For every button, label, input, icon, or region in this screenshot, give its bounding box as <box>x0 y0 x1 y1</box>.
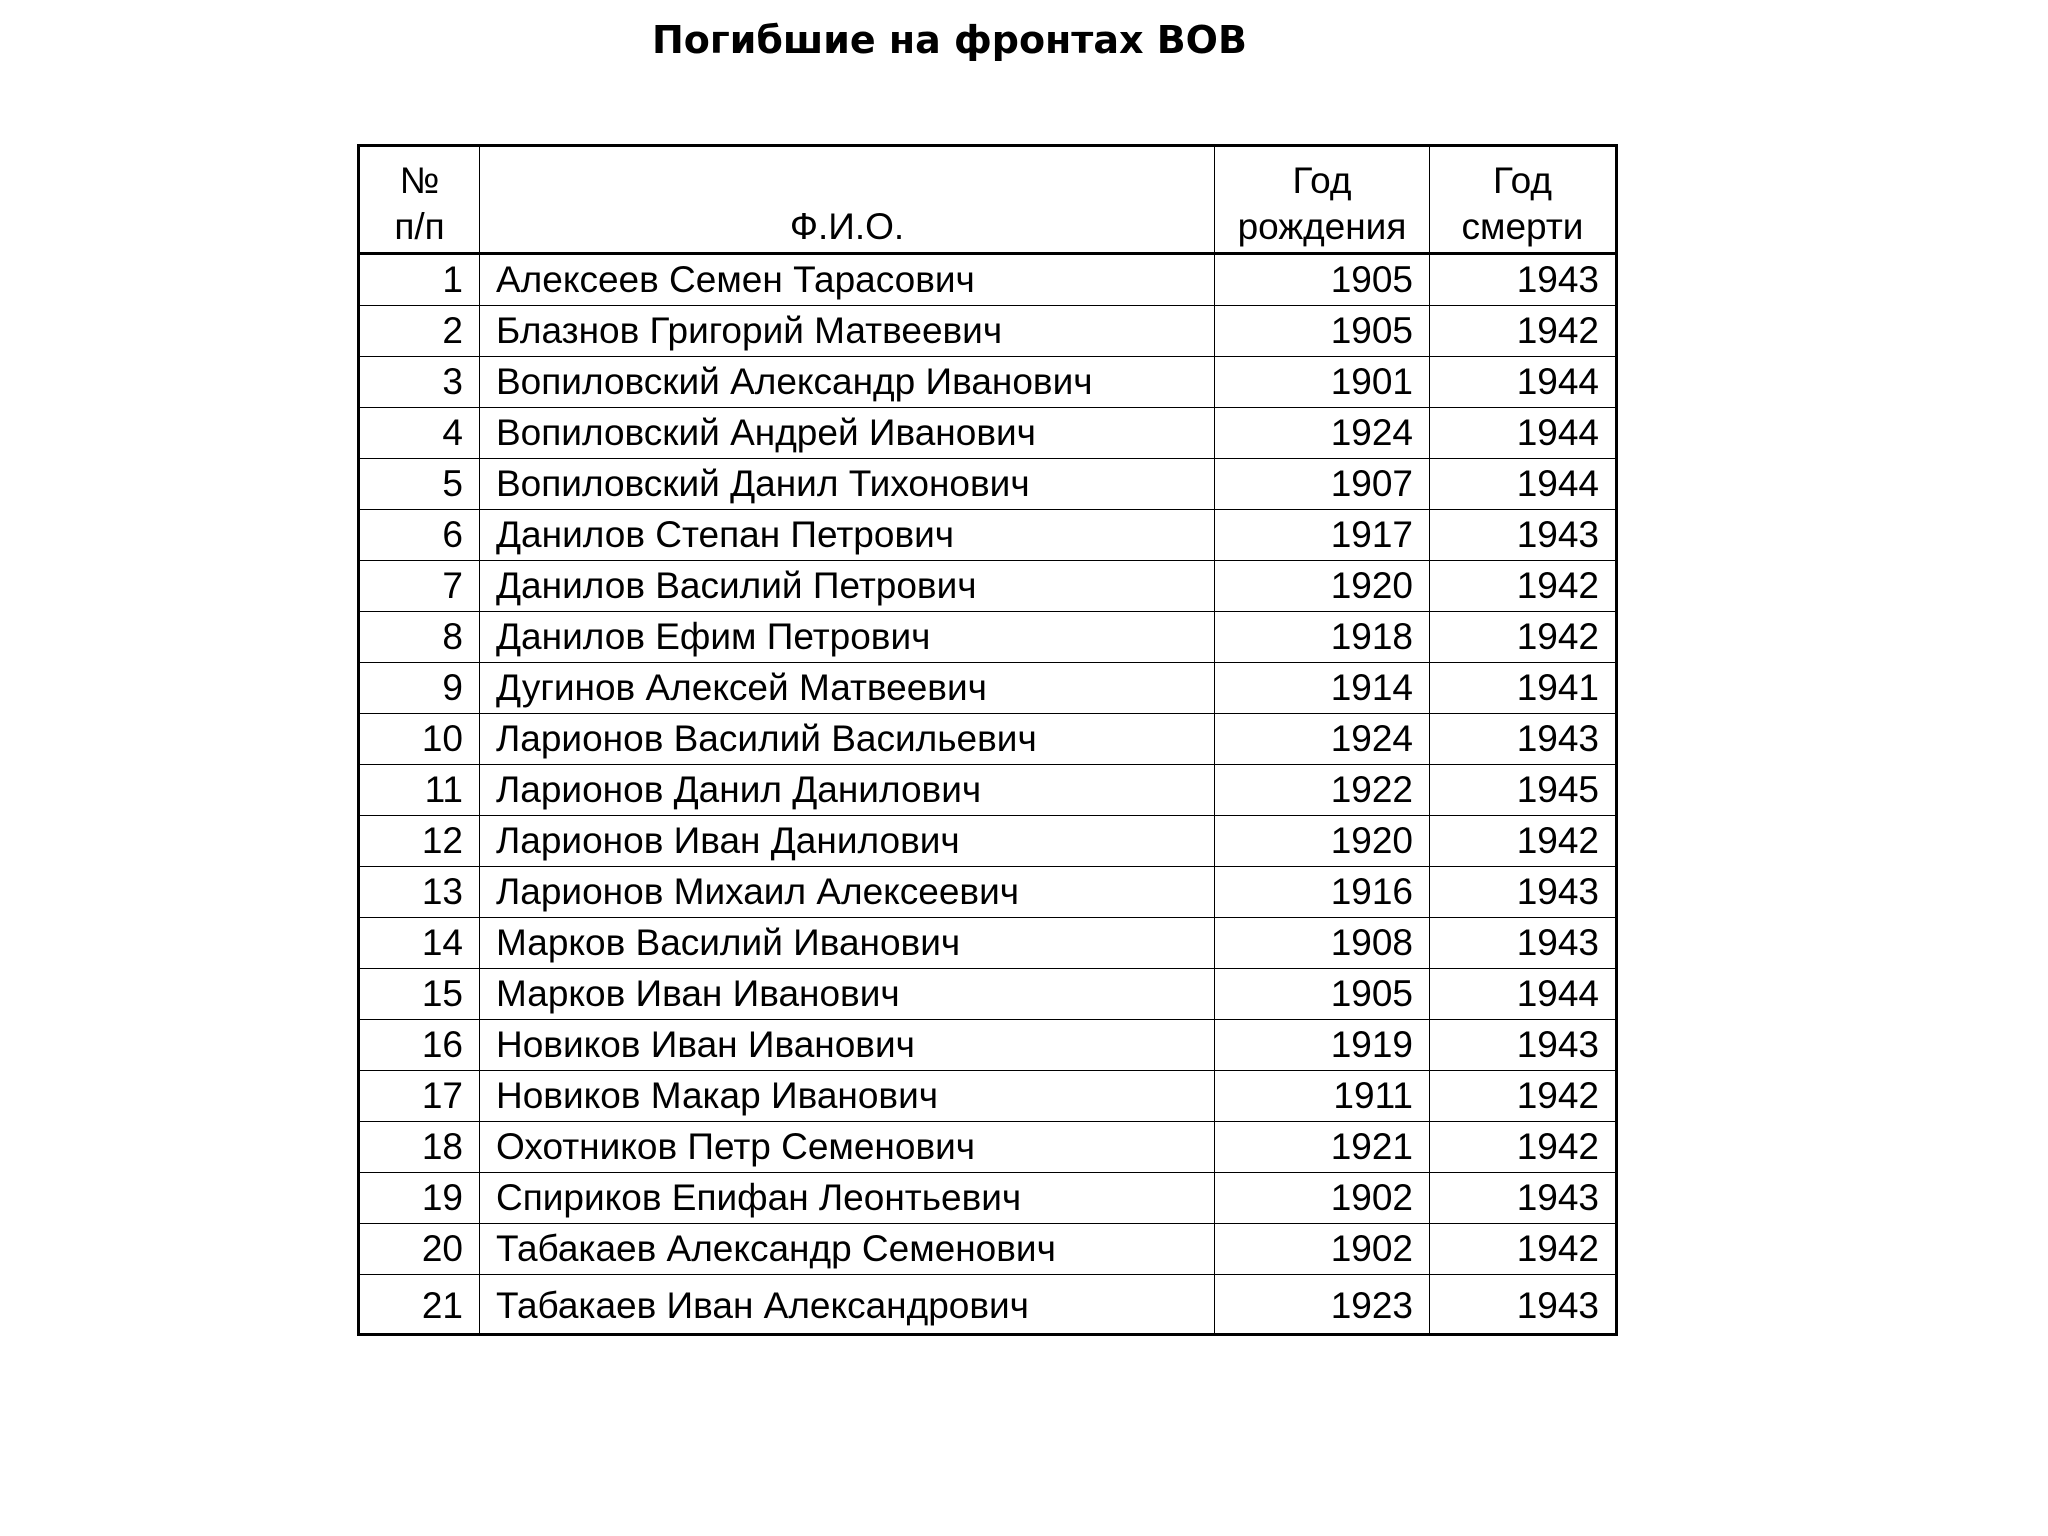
person-name: Новиков Иван Иванович <box>480 1020 1215 1071</box>
row-number: 11 <box>359 765 480 816</box>
row-number: 10 <box>359 714 480 765</box>
birth-year: 1921 <box>1215 1122 1430 1173</box>
person-name: Вопиловский Андрей Иванович <box>480 408 1215 459</box>
person-name: Табакаев Иван Александрович <box>480 1275 1215 1335</box>
death-year: 1942 <box>1430 306 1617 357</box>
table-row <box>359 306 1617 357</box>
death-year: 1942 <box>1430 1122 1617 1173</box>
casualties-table <box>357 144 1618 1336</box>
person-name: Табакаев Александр Семенович <box>480 1224 1215 1275</box>
death-year: 1942 <box>1430 1071 1617 1122</box>
row-number: 3 <box>359 357 480 408</box>
header-death-year <box>1430 146 1617 254</box>
death-year: 1943 <box>1430 1275 1617 1335</box>
header-death-line2: смерти <box>1461 206 1584 247</box>
person-name: Дугинов Алексей Матвеевич <box>480 663 1215 714</box>
birth-year: 1905 <box>1215 254 1430 306</box>
row-number: 14 <box>359 918 480 969</box>
death-year: 1944 <box>1430 969 1617 1020</box>
birth-year: 1923 <box>1215 1275 1430 1335</box>
page-title: Погибшие на фронтах ВОВ <box>652 18 1247 62</box>
row-number: 2 <box>359 306 480 357</box>
birth-year: 1908 <box>1215 918 1430 969</box>
table-row <box>359 1224 1617 1275</box>
header-death-line1: Год <box>1493 160 1552 201</box>
birth-year: 1924 <box>1215 714 1430 765</box>
birth-year: 1901 <box>1215 357 1430 408</box>
table-row <box>359 357 1617 408</box>
row-number: 20 <box>359 1224 480 1275</box>
row-number: 9 <box>359 663 480 714</box>
death-year: 1944 <box>1430 408 1617 459</box>
person-name: Блазнов Григорий Матвеевич <box>480 306 1215 357</box>
row-number: 7 <box>359 561 480 612</box>
row-number: 21 <box>359 1275 480 1335</box>
death-year: 1942 <box>1430 1224 1617 1275</box>
death-year: 1944 <box>1430 357 1617 408</box>
birth-year: 1902 <box>1215 1224 1430 1275</box>
death-year: 1942 <box>1430 561 1617 612</box>
person-name: Спириков Епифан Леонтьевич <box>480 1173 1215 1224</box>
birth-year: 1902 <box>1215 1173 1430 1224</box>
death-year: 1943 <box>1430 714 1617 765</box>
header-birth-year <box>1215 146 1430 254</box>
row-number: 13 <box>359 867 480 918</box>
birth-year: 1914 <box>1215 663 1430 714</box>
row-number: 5 <box>359 459 480 510</box>
row-number: 6 <box>359 510 480 561</box>
row-number: 8 <box>359 612 480 663</box>
birth-year: 1919 <box>1215 1020 1430 1071</box>
table-row <box>359 408 1617 459</box>
row-number: 15 <box>359 969 480 1020</box>
person-name: Ларионов Данил Данилович <box>480 765 1215 816</box>
death-year: 1943 <box>1430 918 1617 969</box>
header-name-label: Ф.И.О. <box>789 206 905 247</box>
row-number: 16 <box>359 1020 480 1071</box>
birth-year: 1918 <box>1215 612 1430 663</box>
header-birth-line2: рождения <box>1237 206 1407 247</box>
table-row <box>359 1071 1617 1122</box>
birth-year: 1917 <box>1215 510 1430 561</box>
table-row <box>359 969 1617 1020</box>
birth-year: 1916 <box>1215 867 1430 918</box>
header-number-line1: № <box>399 160 440 201</box>
table-body <box>359 254 1617 1335</box>
person-name: Охотников Петр Семенович <box>480 1122 1215 1173</box>
birth-year: 1922 <box>1215 765 1430 816</box>
death-year: 1945 <box>1430 765 1617 816</box>
person-name: Ларионов Михаил Алексеевич <box>480 867 1215 918</box>
table-row <box>359 816 1617 867</box>
person-name: Марков Иван Иванович <box>480 969 1215 1020</box>
person-name: Марков Василий Иванович <box>480 918 1215 969</box>
death-year: 1943 <box>1430 867 1617 918</box>
person-name: Вопиловский Данил Тихонович <box>480 459 1215 510</box>
row-number: 1 <box>359 254 480 306</box>
row-number: 12 <box>359 816 480 867</box>
row-number: 17 <box>359 1071 480 1122</box>
table-row <box>359 1173 1617 1224</box>
person-name: Ларионов Иван Данилович <box>480 816 1215 867</box>
header-name <box>480 146 1215 254</box>
death-year: 1942 <box>1430 612 1617 663</box>
table-row <box>359 765 1617 816</box>
table-row <box>359 918 1617 969</box>
death-year: 1943 <box>1430 1020 1617 1071</box>
birth-year: 1920 <box>1215 816 1430 867</box>
death-year: 1943 <box>1430 254 1617 306</box>
birth-year: 1911 <box>1215 1071 1430 1122</box>
row-number: 4 <box>359 408 480 459</box>
death-year: 1944 <box>1430 459 1617 510</box>
table-row <box>359 1122 1617 1173</box>
birth-year: 1907 <box>1215 459 1430 510</box>
person-name: Алексеев Семен Тарасович <box>480 254 1215 306</box>
birth-year: 1905 <box>1215 306 1430 357</box>
table-row <box>359 1020 1617 1071</box>
row-number: 19 <box>359 1173 480 1224</box>
person-name: Ларионов Василий Васильевич <box>480 714 1215 765</box>
table-header-row <box>359 146 1617 254</box>
row-number: 18 <box>359 1122 480 1173</box>
header-birth-line1: Год <box>1292 160 1352 201</box>
person-name: Вопиловский Александр Иванович <box>480 357 1215 408</box>
birth-year: 1924 <box>1215 408 1430 459</box>
death-year: 1942 <box>1430 816 1617 867</box>
table-row <box>359 510 1617 561</box>
person-name: Новиков Макар Иванович <box>480 1071 1215 1122</box>
person-name: Данилов Василий Петрович <box>480 561 1215 612</box>
table-row <box>359 1275 1617 1335</box>
table-row <box>359 663 1617 714</box>
birth-year: 1905 <box>1215 969 1430 1020</box>
header-number-line2: п/п <box>394 206 445 247</box>
table-row <box>359 459 1617 510</box>
death-year: 1943 <box>1430 510 1617 561</box>
table-row <box>359 254 1617 306</box>
person-name: Данилов Ефим Петрович <box>480 612 1215 663</box>
death-year: 1943 <box>1430 1173 1617 1224</box>
table-row <box>359 612 1617 663</box>
death-year: 1941 <box>1430 663 1617 714</box>
person-name: Данилов Степан Петрович <box>480 510 1215 561</box>
table-row <box>359 561 1617 612</box>
birth-year: 1920 <box>1215 561 1430 612</box>
table-row <box>359 867 1617 918</box>
table-row <box>359 714 1617 765</box>
header-number <box>359 146 480 254</box>
